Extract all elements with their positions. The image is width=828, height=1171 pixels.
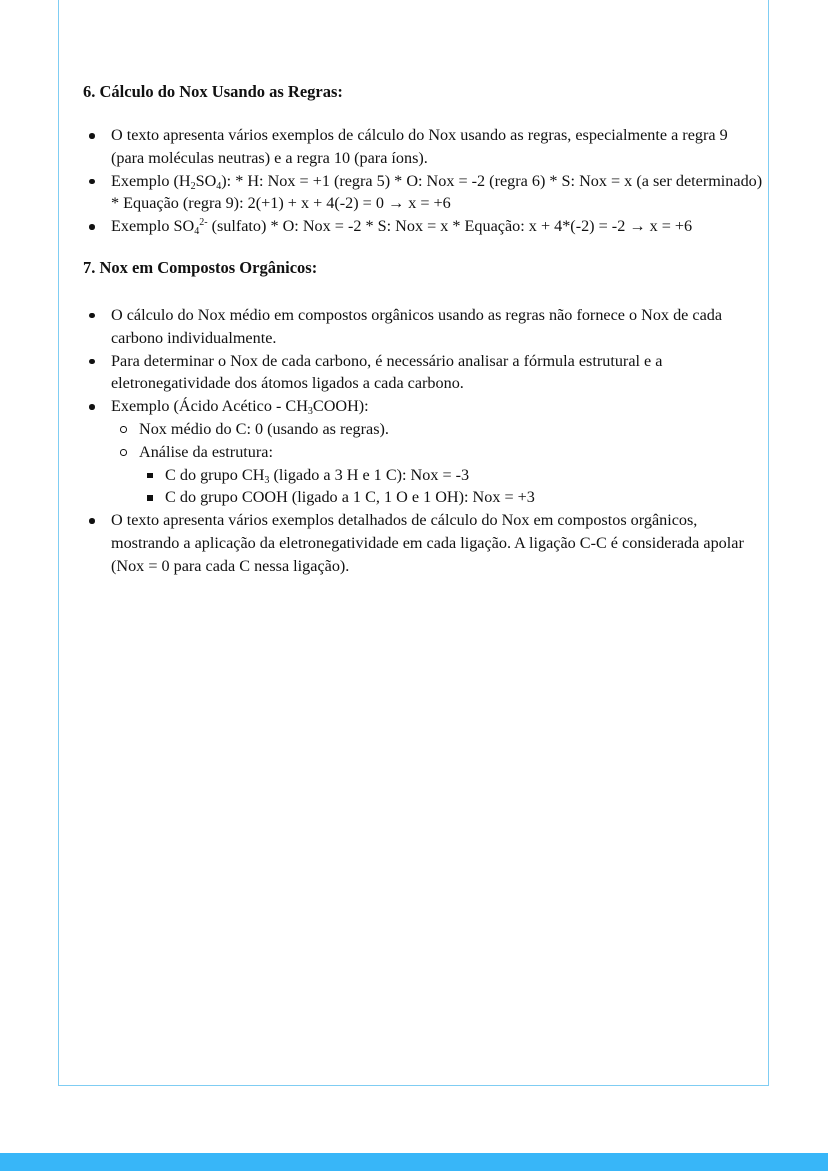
item-text: Nox médio do C: 0 (usando as regras). <box>139 419 389 438</box>
item-text: C do grupo CH <box>165 465 265 484</box>
item-text: C do grupo COOH (ligado a 1 C, 1 O e 1 OH): Nox = +3 <box>165 488 535 507</box>
sub-sub-list-item <box>139 486 763 509</box>
item-text: Para determinar o Nox de cada carbono, é necessário analisar a fórmula estrutural e a eletronegatividade dos átomos ligados a cada carbono. <box>111 351 663 393</box>
item-text: O texto apresenta vários exemplos de cálculo do Nox usando as regras, especialmente a regra 9 (para moléculas neutras) e a regra 10 (para íons). <box>111 126 728 167</box>
sub-sub-list <box>139 464 763 510</box>
list-item <box>83 395 763 509</box>
list-item <box>83 124 763 170</box>
item-text: Exemplo SO <box>111 217 195 236</box>
item-text: (sulfato) * O: Nox = -2 * S: Nox = x * Equação: x + 4*(-2) = -2 → x = +6 <box>207 217 693 236</box>
section-heading-7: 7. Nox em Compostos Orgânicos: <box>83 257 318 277</box>
sub-list-item <box>111 418 763 441</box>
sub-list <box>111 418 763 509</box>
section-6-list <box>83 124 763 238</box>
item-text: O cálculo do Nox médio em compostos orgânicos usando as regras não fornece o Nox de cada carbono individualmente. <box>111 305 723 347</box>
item-text: O texto apresenta vários exemplos detalhados de cálculo do Nox em compostos orgânicos, mostrando a aplicação da eletronegatividade em cada ligação. A ligação C-C é considerada apolar (Nox = 0 para cada C nessa ligação). <box>111 511 744 575</box>
section-heading-6: 6. Cálculo do Nox Usando as Regras: <box>83 82 343 101</box>
bottom-bar <box>0 1153 828 1171</box>
section-7-list <box>83 304 763 578</box>
subscript: 3 <box>264 474 270 486</box>
item-text: Exemplo (H <box>111 171 191 190</box>
subscript: 4 <box>216 180 222 192</box>
sub-sub-list-item <box>139 464 763 487</box>
list-item <box>83 170 763 216</box>
item-text: Exemplo (Ácido Acético - CH <box>111 397 308 416</box>
subscript: 2 <box>190 180 196 192</box>
document-content <box>83 80 763 578</box>
superscript: 2- <box>199 217 208 229</box>
subscript: 3 <box>307 406 313 418</box>
sub-list-item <box>111 441 763 509</box>
list-item <box>83 304 763 350</box>
list-item <box>83 509 763 577</box>
item-text: COOH): <box>312 397 369 416</box>
item-text: ): * H: Nox = +1 (regra 5) * O: Nox = -2 (regra 6) * S: Nox = x (a ser determinado) * Equação (regra 9): 2(+1) + x + 4(-2) = 0 → x = +6 <box>111 171 763 213</box>
item-text: (ligado a 3 H e 1 C): Nox = -3 <box>269 465 470 484</box>
list-item <box>83 350 763 396</box>
list-item <box>83 215 763 238</box>
subscript: 4 <box>194 226 200 238</box>
item-text: SO <box>195 171 217 190</box>
item-text: Análise da estrutura: <box>139 442 273 461</box>
